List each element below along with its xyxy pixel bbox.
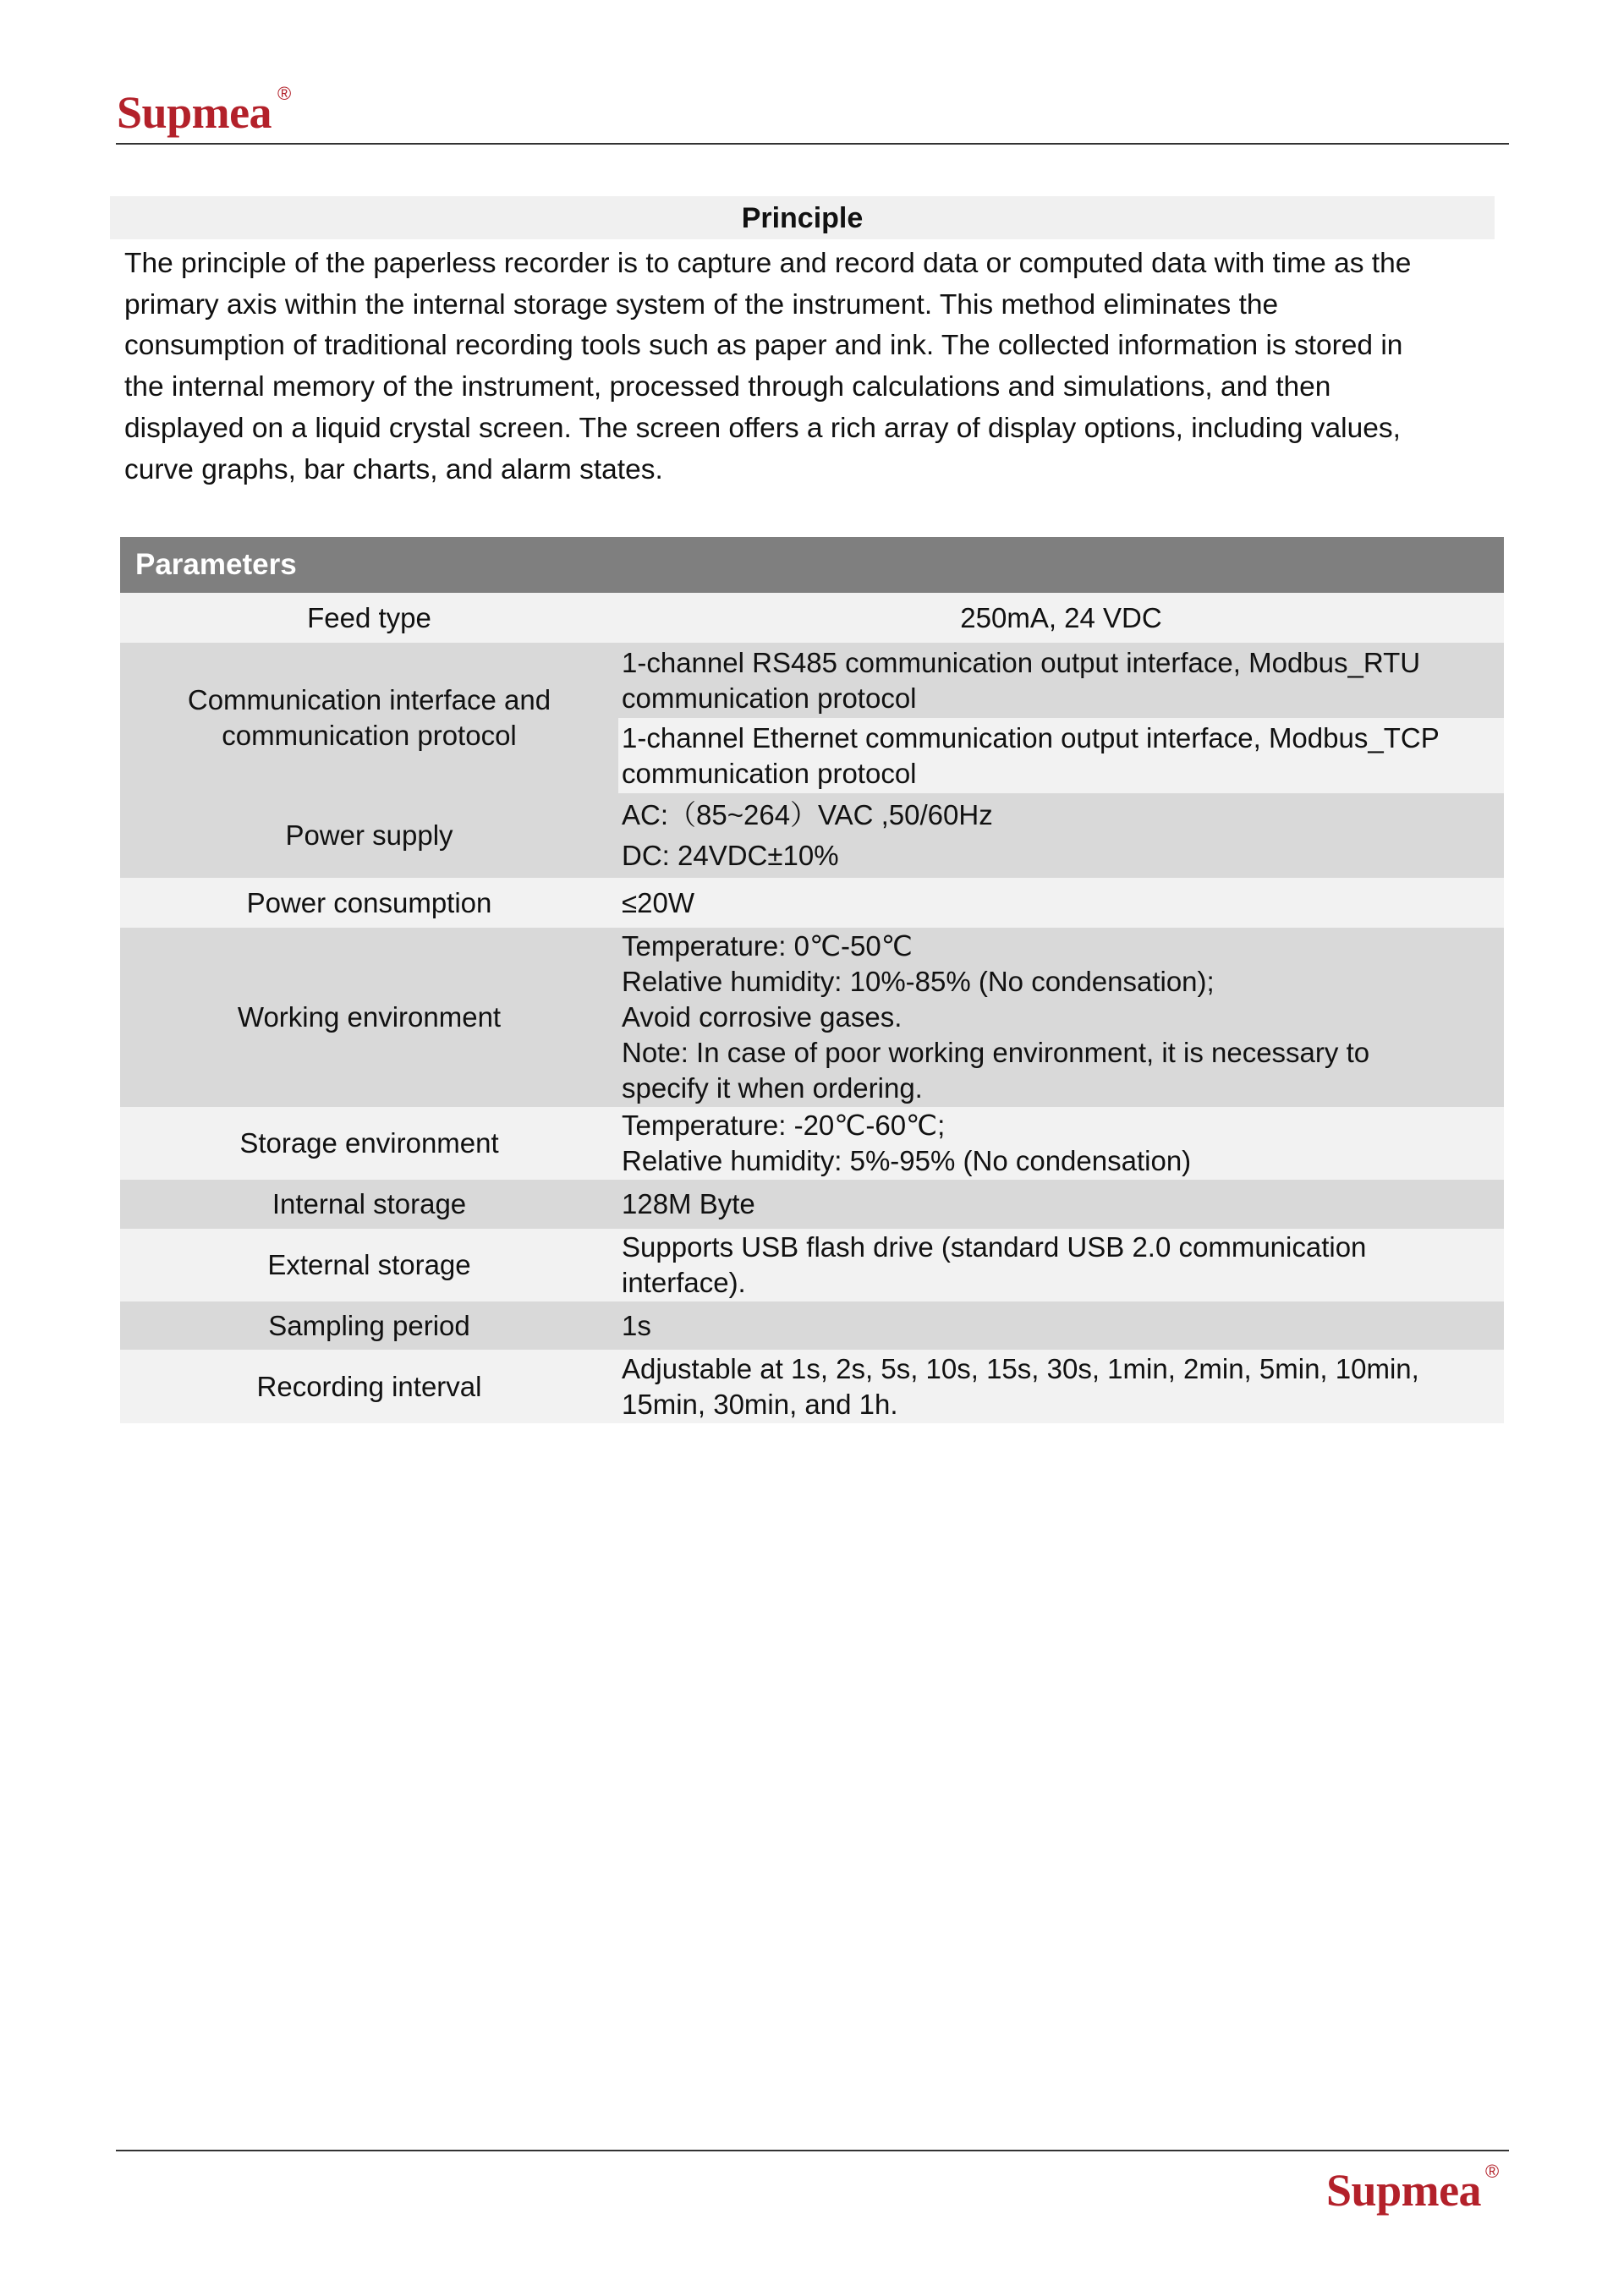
value-line: Relative humidity: 10%-85% (No condensation); <box>622 966 1215 997</box>
table-row-internal-storage <box>120 1180 1504 1229</box>
table-row-feed-type <box>120 593 1504 643</box>
footer-divider <box>116 2150 1509 2151</box>
row-value <box>618 643 1504 793</box>
value-subcell-ethernet <box>618 718 1504 793</box>
principle-line: displayed on a liquid crystal screen. The screen offers a rich array of display options, including values, <box>124 412 1401 444</box>
row-value <box>618 1107 1504 1180</box>
row-label: Power consumption <box>246 886 492 918</box>
row-value <box>618 878 1504 928</box>
label-line: communication protocol <box>222 720 517 751</box>
value-line: Temperature: 0℃-50℃ <box>622 930 913 962</box>
row-label: Internal storage <box>272 1188 467 1219</box>
row-value <box>618 1301 1504 1350</box>
header-logo <box>117 83 291 138</box>
footer-logo <box>1326 2161 1499 2216</box>
row-label: Working environment <box>237 1001 502 1033</box>
parameters-header: Parameters <box>120 537 1504 593</box>
table-row-sampling-period <box>120 1301 1504 1350</box>
value-line: 15min, 30min, and 1h. <box>622 1388 898 1420</box>
value-line: Temperature: -20℃-60℃; <box>622 1110 946 1141</box>
value-line: Avoid corrosive gases. <box>622 1001 903 1033</box>
table-row-recording-interval <box>120 1350 1504 1423</box>
table-row-storage-environment <box>120 1107 1504 1180</box>
value-line: AC:（85~264）VAC ,50/60Hz <box>622 799 993 830</box>
value-line: specify it when ordering. <box>622 1072 923 1104</box>
parameters-table <box>120 537 1504 1423</box>
brand-name: Supmea <box>1326 2165 1482 2216</box>
value-line: 1-channel RS485 communication output interface, Modbus_RTU <box>622 646 1421 678</box>
value-line: Relative humidity: 5%-95% (No condensation) <box>622 1145 1192 1176</box>
value-line: communication protocol <box>622 682 917 714</box>
row-label <box>120 643 618 793</box>
row-label: Recording interval <box>256 1370 482 1402</box>
table-row-power-consumption <box>120 878 1504 928</box>
value-line: ≤20W <box>622 886 694 918</box>
row-label: Sampling period <box>268 1309 470 1341</box>
value-line: DC: 24VDC±10% <box>622 840 839 871</box>
value-line: Adjustable at 1s, 2s, 5s, 10s, 15s, 30s, 1min, 2min, 5min, 10min, <box>622 1352 1419 1384</box>
header-divider <box>116 143 1509 145</box>
row-value <box>618 1229 1504 1301</box>
value-line: interface). <box>622 1267 746 1298</box>
principle-line: The principle of the paperless recorder is to capture and record data or computed data with time as the <box>124 248 1412 279</box>
registered-mark-icon: ® <box>277 83 291 104</box>
value-line: 1-channel Ethernet communication output interface, Modbus_TCP <box>622 721 1440 753</box>
registered-mark-icon: ® <box>1485 2161 1499 2182</box>
label-line: Communication interface and <box>187 684 551 715</box>
value-line: 250mA, 24 VDC <box>960 601 1162 633</box>
table-row-working-environment <box>120 928 1504 1107</box>
principle-heading-bar <box>110 196 1495 239</box>
table-row-power-supply <box>120 793 1504 878</box>
row-value <box>618 1350 1504 1423</box>
row-label: Storage environment <box>239 1127 499 1159</box>
value-line: Note: In case of poor working environment, it is necessary to <box>622 1037 1370 1068</box>
principle-paragraph <box>124 244 1495 490</box>
row-label: External storage <box>267 1249 471 1280</box>
row-value <box>618 793 1504 878</box>
value-line: Supports USB flash drive (standard USB 2.0 communication <box>622 1231 1367 1263</box>
principle-title: Principle <box>741 202 864 234</box>
row-value <box>618 1180 1504 1229</box>
row-value <box>618 593 1504 643</box>
principle-line: primary axis within the internal storage system of the instrument. This method eliminates the <box>124 288 1279 321</box>
row-label: Power supply <box>285 819 453 851</box>
value-line: 128M Byte <box>622 1188 755 1219</box>
value-line: 1s <box>622 1309 651 1341</box>
principle-line: consumption of traditional recording tools such as paper and ink. The collected information is stored in <box>124 330 1403 362</box>
value-subcell-rs485 <box>618 643 1504 718</box>
principle-line: the internal memory of the instrument, processed through calculations and simulations, and then <box>124 371 1331 403</box>
table-row-communication <box>120 643 1504 793</box>
principle-line: curve graphs, bar charts, and alarm states. <box>124 453 663 485</box>
brand-name: Supmea <box>117 87 272 138</box>
table-row-external-storage <box>120 1229 1504 1301</box>
row-label: Feed type <box>307 601 431 633</box>
row-value <box>618 928 1504 1107</box>
value-line: communication protocol <box>622 757 917 789</box>
